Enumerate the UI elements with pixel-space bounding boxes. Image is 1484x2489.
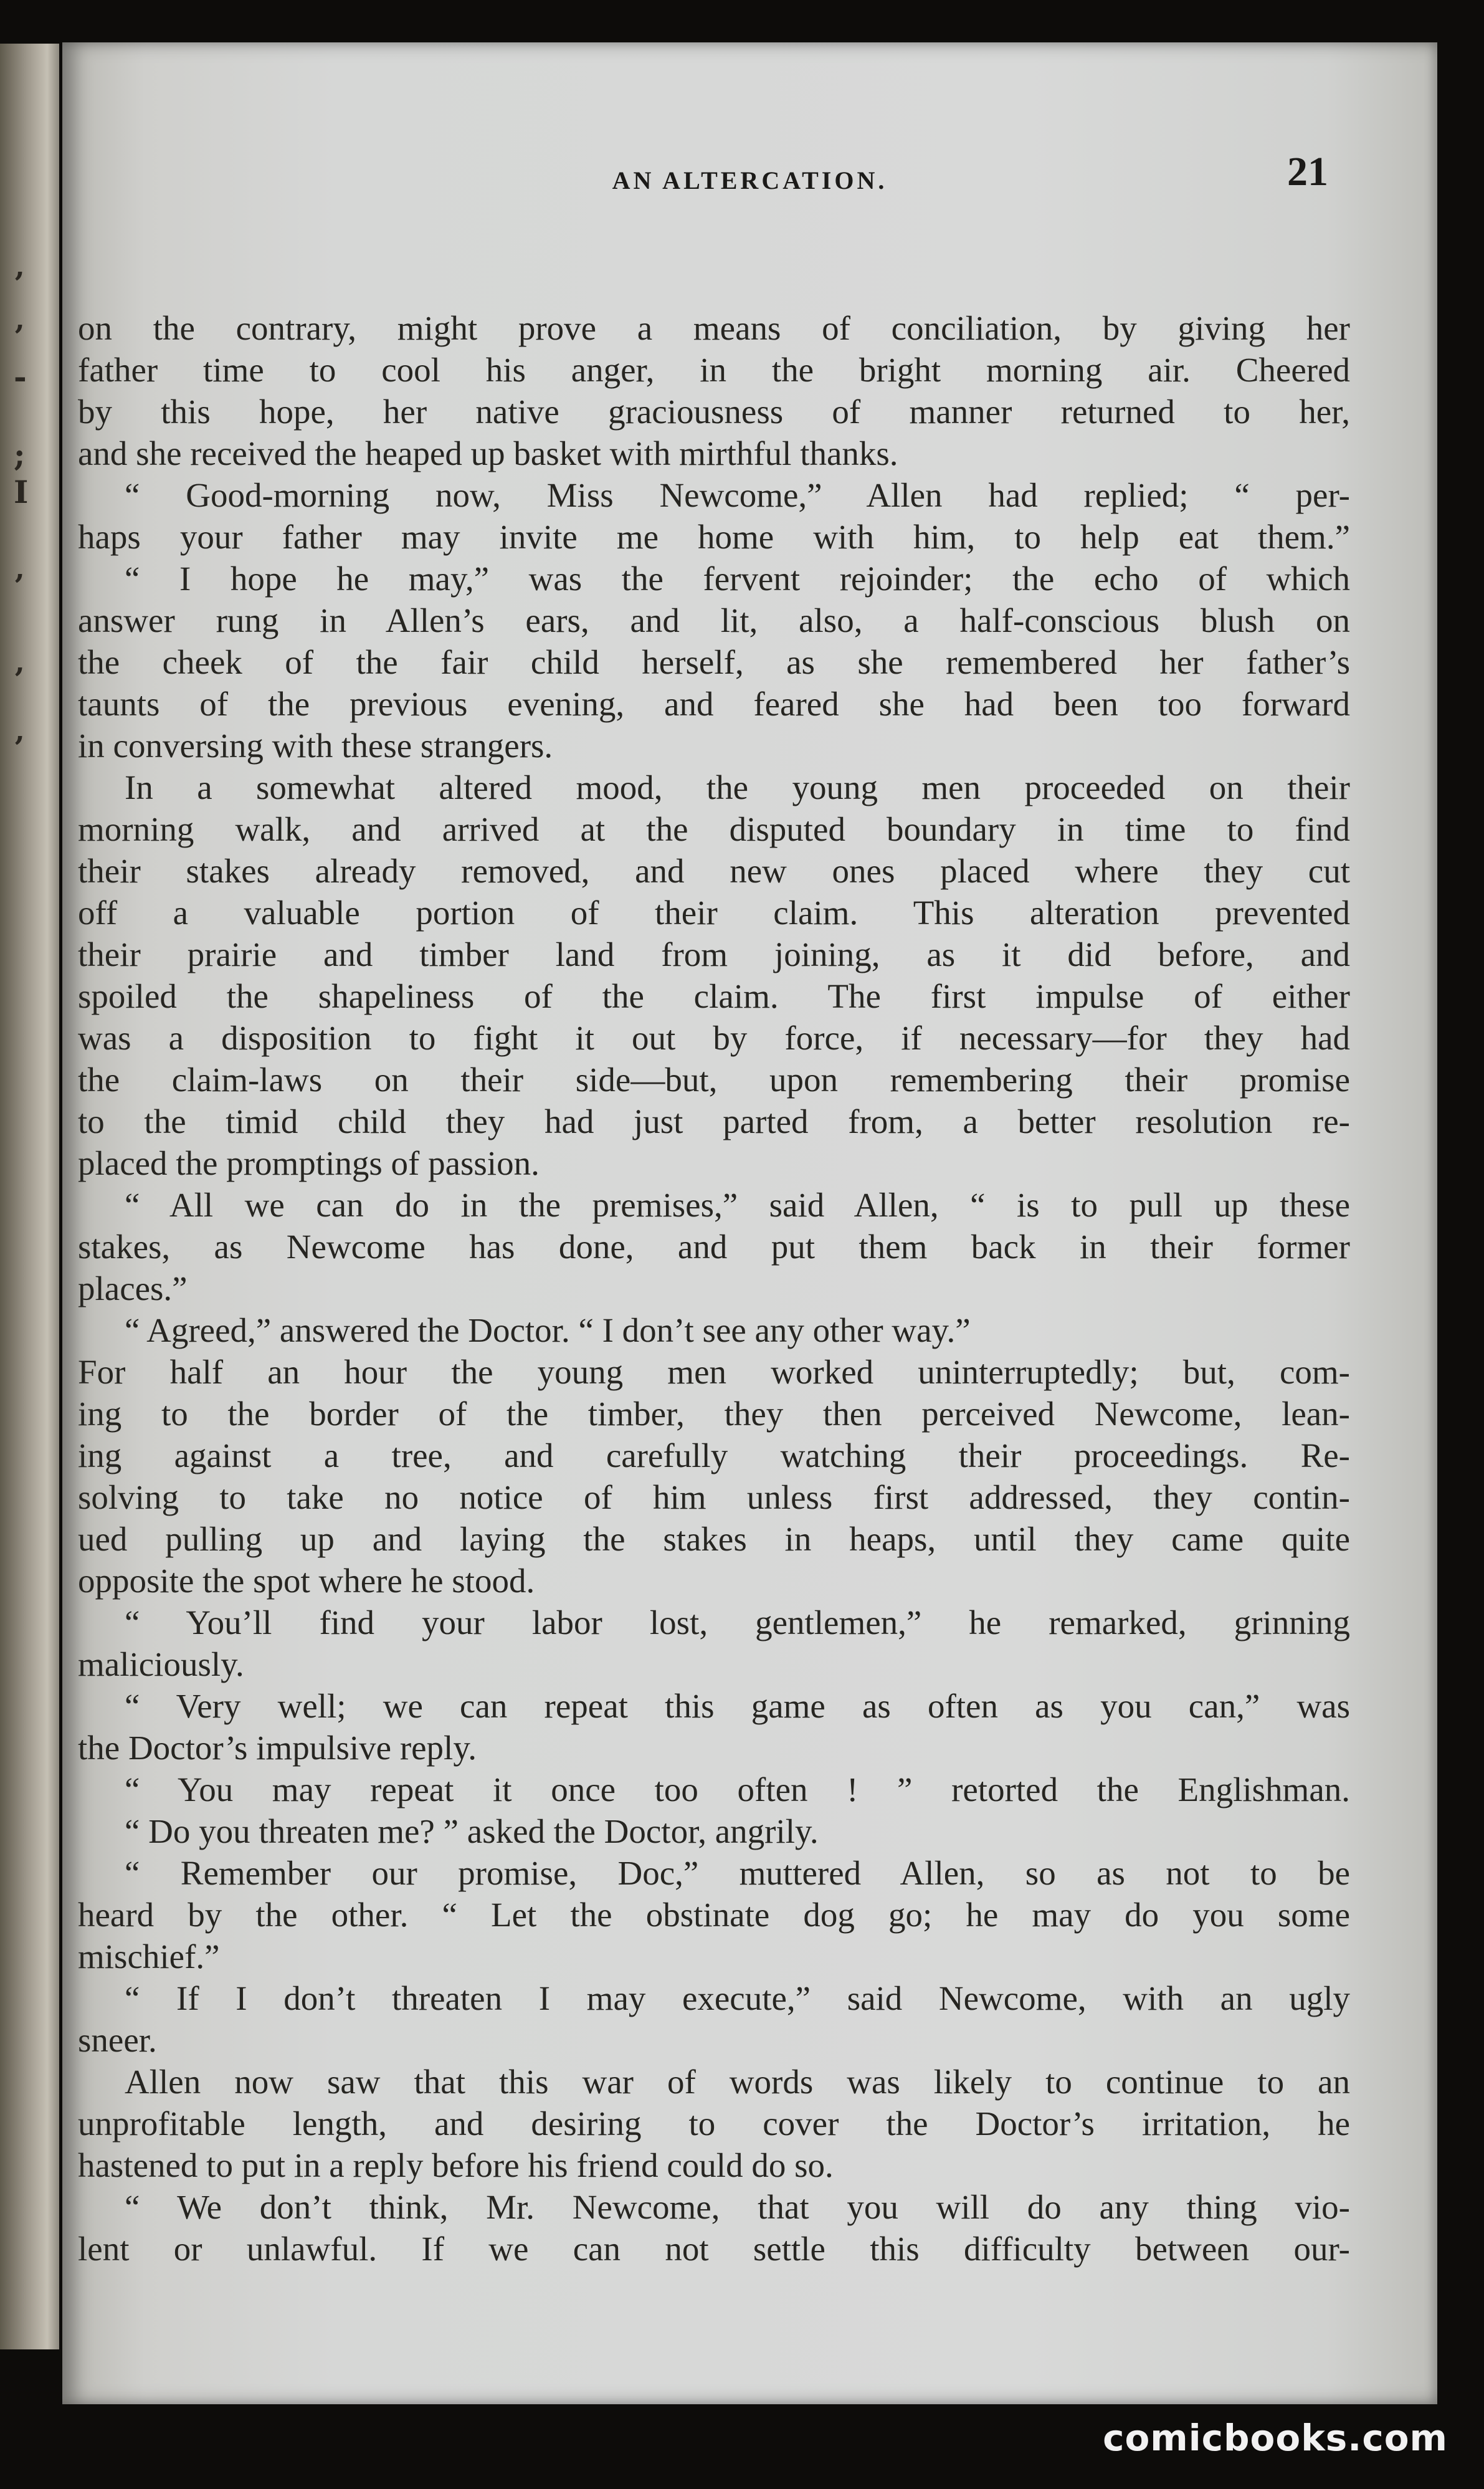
text-line: “ Remember our promise, Doc,” muttered Allen, so as not to be — [125, 1854, 1350, 1892]
text-line: spoiled the shapeliness of the claim. The first impulse of either — [78, 977, 1350, 1015]
text-line: In a somewhat altered mood, the young men proceeded on their — [125, 768, 1350, 806]
text-line: ing to the border of the timber, they then perceived Newcome, lean- — [78, 1395, 1350, 1433]
text-line: “ If I don’t threaten I may execute,” said Newcome, with an ugly — [125, 1979, 1350, 2017]
gutter-mark: ; — [14, 436, 26, 473]
text-line: maliciously. — [78, 1645, 244, 1683]
text-line: morning walk, and arrived at the disputed boundary in time to find — [78, 810, 1350, 848]
watermark: comicbooks.com — [1103, 2417, 1448, 2459]
text-line: “ You may repeat it once too often ! ” retorted the Englishman. — [125, 1770, 1350, 1808]
gutter-mark: ’ — [14, 318, 25, 355]
text-line: father time to cool his anger, in the bright morning air. Cheered — [78, 351, 1350, 389]
gutter-mark: ’ — [14, 265, 25, 302]
text-line: in conversing with these strangers. — [78, 727, 553, 765]
text-line: sneer. — [78, 2021, 157, 2059]
text-line: heard by the other. “ Let the obstinate dog go; he may do you some — [78, 1896, 1350, 1934]
text-line: stakes, as Newcome has done, and put them back in their former — [78, 1228, 1350, 1266]
text-line: “ You’ll find your labor lost, gentlemen,” he remarked, grinning — [125, 1603, 1350, 1641]
text-line: opposite the spot where he stood. — [78, 1562, 535, 1600]
text-line: ued pulling up and laying the stakes in heaps, until they came quite — [78, 1520, 1350, 1558]
text-line: “ All we can do in the premises,” said Allen, “ is to pull up these — [125, 1186, 1350, 1224]
text-line: For half an hour the young men worked uninterruptedly; but, com- — [78, 1353, 1350, 1391]
text-line: the cheek of the fair child herself, as she remembered her father’s — [78, 643, 1350, 681]
text-line: “ Good-morning now, Miss Newcome,” Allen had replied; “ per- — [125, 476, 1350, 514]
text-line: to the timid child they had just parted from, a better resolution re- — [78, 1102, 1350, 1140]
text-line: “ We don’t think, Mr. Newcome, that you will do any thing vio- — [125, 2188, 1350, 2226]
text-line: places.” — [78, 1269, 188, 1307]
text-line: was a disposition to fight it out by force, if necessary—for they had — [78, 1019, 1350, 1057]
text-line: their prairie and timber land from joining, as it did before, and — [78, 935, 1350, 973]
text-line: off a valuable portion of their claim. This alteration prevented — [78, 894, 1350, 932]
text-line: by this hope, her native graciousness of manner returned to her, — [78, 393, 1350, 431]
text-line: solving to take no notice of him unless first addressed, they contin- — [78, 1478, 1350, 1516]
text-line: “ Do you threaten me? ” asked the Doctor, angrily. — [125, 1812, 819, 1850]
text-line: their stakes already removed, and new ones placed where they cut — [78, 852, 1350, 890]
gutter-mark: ’ — [14, 661, 25, 697]
text-line: “ Very well; we can repeat this game as often as you can,” was — [125, 1687, 1350, 1725]
text-line: hastened to put in a reply before his friend could do so. — [78, 2146, 834, 2184]
page-number: 21 — [1287, 149, 1328, 194]
text-line: “ Agreed,” answered the Doctor. “ I don’t see any other way.” — [125, 1311, 971, 1349]
gutter-mark: - — [14, 358, 27, 395]
text-line: unprofitable length, and desiring to cover the Doctor’s irritation, he — [78, 2104, 1350, 2143]
text-line: answer rung in Allen’s ears, and lit, also, a half-conscious blush on — [78, 601, 1350, 639]
facing-page-edge — [0, 44, 59, 2349]
gutter-mark: ’ — [14, 567, 25, 604]
text-line: haps your father may invite me home with him, to help eat them.” — [78, 518, 1350, 556]
text-line: the claim-laws on their side—but, upon remembering their promise — [78, 1061, 1350, 1099]
running-title: AN ALTERCATION. — [612, 166, 888, 194]
text-line: the Doctor’s impulsive reply. — [78, 1729, 477, 1767]
text-line: Allen now saw that this war of words was likely to continue to an — [125, 2063, 1350, 2101]
gutter-mark: ’ — [14, 729, 25, 766]
text-line: placed the promptings of passion. — [78, 1144, 540, 1182]
text-line: and she received the heaped up basket with mirthful thanks. — [78, 434, 898, 472]
body-text — [78, 307, 1350, 2270]
text-line: taunts of the previous evening, and feared she had been too forward — [78, 685, 1350, 723]
book-page — [62, 42, 1437, 2404]
text-line: on the contrary, might prove a means of conciliation, by giving her — [78, 309, 1350, 347]
text-line: mischief.” — [78, 1937, 220, 1975]
gutter-mark: I — [14, 474, 29, 510]
text-line: ing against a tree, and carefully watching their proceedings. Re- — [78, 1436, 1350, 1474]
text-line: “ I hope he may,” was the fervent rejoinder; the echo of which — [125, 560, 1350, 598]
text-line: lent or unlawful. If we can not settle this difficulty between our- — [78, 2230, 1350, 2268]
